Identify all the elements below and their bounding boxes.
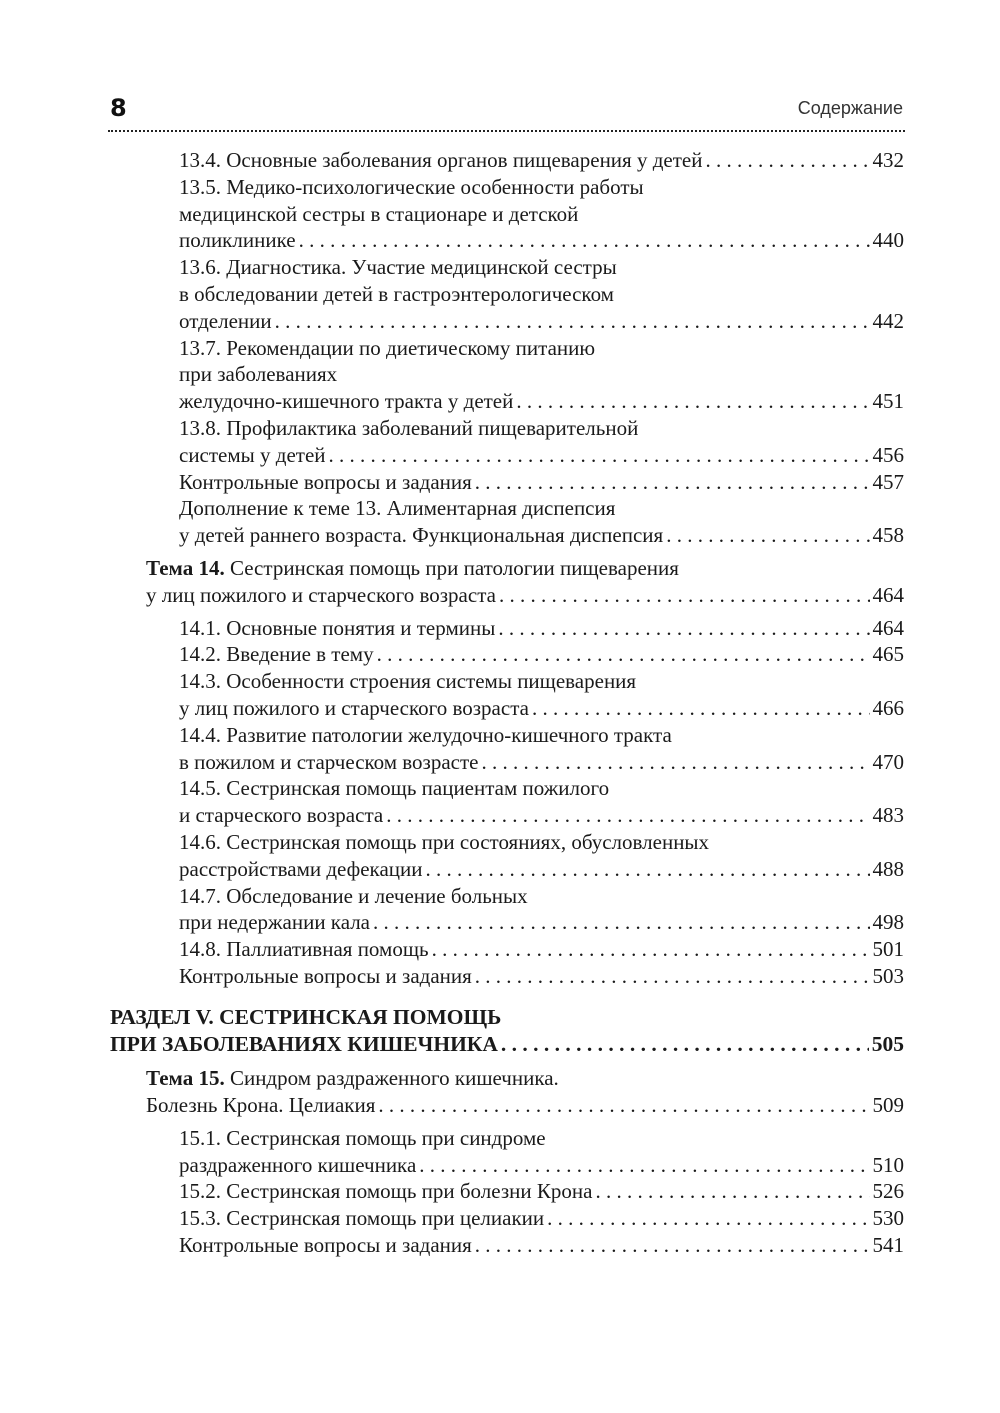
dot-leader — [516, 388, 869, 415]
dot-leader — [482, 749, 870, 776]
toc-entry-text: Дополнение к теме 13. Алиментарная диспепсия — [179, 496, 616, 521]
toc-entry-sub — [179, 335, 904, 415]
dot-leader — [666, 522, 869, 549]
toc-entry-sub — [179, 883, 904, 937]
toc-entry-line — [179, 829, 904, 856]
toc-entry-line — [179, 775, 904, 802]
toc-entry-leader-line — [179, 749, 904, 776]
dot-leader — [501, 1031, 869, 1058]
toc-entry-text: 14.4. Развитие патологии желудочно-кишечного тракта — [179, 722, 672, 747]
toc-entry-topic — [146, 555, 904, 609]
toc-entry-text: медицинской сестры в стационаре и детской — [179, 201, 579, 226]
toc-entry-title: у лиц пожилого и старческого возраста — [179, 695, 529, 720]
toc-page-number: 451 — [872, 389, 904, 414]
toc-entry-sub — [179, 641, 904, 668]
toc-entry-text: РАЗДЕЛ V. СЕСТРИНСКАЯ ПОМОЩЬ — [110, 1004, 502, 1029]
toc-entry-line — [179, 335, 904, 362]
toc-entry-line — [179, 415, 904, 442]
toc-entry-topic — [146, 1065, 904, 1119]
toc-entry-leader-line — [179, 442, 904, 469]
toc-page-number: 458 — [872, 523, 904, 548]
toc-entry-line — [179, 174, 904, 201]
spacer — [0, 990, 1000, 1004]
toc-entry-title: 13.4. Основные заболевания органов пищеварения у детей — [179, 148, 703, 172]
dot-leader — [595, 1178, 869, 1205]
toc-entry-title: 15.3. Сестринская помощь при целиакии — [179, 1206, 545, 1231]
toc-page-number: 456 — [872, 442, 904, 467]
toc-entry-title: и старческого возраста — [179, 803, 384, 828]
toc-entry-line — [179, 883, 904, 910]
toc-entry-text: 13.7. Рекомендации по диетическому питанию — [179, 335, 596, 360]
toc-entry-sub — [179, 1125, 904, 1179]
toc-page-number: 488 — [872, 856, 904, 881]
toc-entry-title: 14.1. Основные понятия и термины — [179, 615, 496, 640]
toc-entry-line — [146, 555, 904, 582]
dot-leader — [329, 442, 870, 469]
dot-leader — [475, 469, 870, 496]
toc-entry-line — [179, 495, 904, 522]
toc-entry-sub — [179, 1232, 904, 1259]
toc-entry-sub — [179, 668, 904, 722]
toc-entry-sub — [179, 469, 904, 496]
toc-entry-line — [110, 1004, 904, 1031]
toc-entry-leader-line — [179, 1152, 904, 1179]
toc-page-number: 505 — [871, 1031, 904, 1056]
toc-entry-title: желудочно-кишечного тракта у детей — [179, 389, 514, 414]
toc-entry-leader-line — [179, 856, 904, 883]
toc-entry-text: Сестринская помощь при патологии пищеварения — [224, 555, 679, 580]
toc-entry-text: 13.5. Медико-психологические особенности работы — [179, 174, 644, 199]
page-number: 8 — [110, 94, 127, 122]
toc-page-number: 470 — [872, 749, 904, 774]
toc-entry-sub — [179, 829, 904, 883]
toc-entry-leader-line — [179, 615, 904, 642]
spacer — [0, 1057, 1000, 1065]
toc-entry-leader-line — [179, 1178, 904, 1205]
dot-leader — [432, 936, 870, 963]
page-header — [108, 92, 905, 132]
dot-leader — [475, 1232, 870, 1259]
toc-entry-sub — [179, 775, 904, 829]
toc-page-number: 457 — [872, 469, 904, 494]
toc-entry-leader-line — [146, 1092, 904, 1119]
toc-entry-text: 14.7. Обследование и лечение больных — [179, 883, 528, 908]
toc-entry-text: при заболеваниях — [179, 362, 338, 387]
toc-entry-sub — [179, 147, 904, 174]
toc-entry-title: Контрольные вопросы и задания — [179, 963, 472, 988]
dot-leader — [373, 909, 870, 936]
toc-page-number: 464 — [872, 615, 904, 640]
dot-leader — [378, 1092, 869, 1119]
dot-leader — [475, 963, 870, 990]
toc-entry-sub — [179, 1178, 904, 1205]
toc-entry-title: раздраженного кишечника — [179, 1152, 417, 1177]
dot-leader — [499, 582, 870, 609]
toc-entry-leader-line — [179, 695, 904, 722]
toc-page-number: 498 — [872, 910, 904, 935]
toc-page-number: 526 — [872, 1179, 904, 1204]
toc-entry-title: 14.8. Паллиативная помощь — [179, 937, 429, 962]
toc-entry-section — [110, 1004, 904, 1058]
toc-page-number: 501 — [872, 937, 904, 962]
toc-entry-line — [179, 254, 904, 281]
toc-page-number: 510 — [872, 1152, 904, 1177]
topic-label: Тема 14. — [146, 555, 225, 580]
toc-entry-sub — [179, 722, 904, 776]
dot-leader — [425, 856, 869, 883]
dot-leader — [299, 227, 870, 254]
toc-entry-text: в обследовании детей в гастроэнтерологическом — [179, 281, 614, 306]
toc-page-number: 509 — [872, 1093, 904, 1118]
toc-entry-title: системы у детей — [179, 442, 326, 467]
toc-entry-text: 13.8. Профилактика заболеваний пищеварительной — [179, 415, 639, 440]
toc-entry-leader-line — [179, 522, 904, 549]
toc-entry-leader-line — [179, 469, 904, 496]
dot-leader — [547, 1205, 869, 1232]
toc-entry-title: у лиц пожилого и старческого возраста — [146, 582, 496, 607]
toc-entry-title: отделении — [179, 308, 272, 333]
toc-page-number: 440 — [872, 228, 904, 253]
toc-entry-sub — [179, 963, 904, 990]
toc-entry-leader-line — [146, 582, 904, 609]
toc-page-number: 464 — [872, 582, 904, 607]
toc-entry-leader-line — [179, 909, 904, 936]
toc-entry-line — [179, 1125, 904, 1152]
toc-entry-title: поликлинике — [179, 228, 296, 253]
toc-entry-title: Болезнь Крона. Целиакия — [146, 1093, 376, 1118]
toc-entry-leader-line — [179, 802, 904, 829]
toc-entry-leader-line — [179, 936, 904, 963]
toc-entry-leader-line — [179, 1232, 904, 1259]
topic-label: Тема 15. — [146, 1066, 225, 1091]
toc-entry-leader-line — [179, 641, 904, 668]
toc-entry-line — [179, 201, 904, 228]
toc-entry-sub — [179, 254, 904, 334]
toc-entry-title: Контрольные вопросы и задания — [179, 469, 472, 494]
toc-entry-text: Синдром раздраженного кишечника. — [224, 1066, 559, 1091]
toc-entry-leader-line — [179, 308, 904, 335]
toc-entry-text: 14.3. Особенности строения системы пищеварения — [179, 669, 637, 694]
toc-page-number: 483 — [872, 803, 904, 828]
dot-leader — [377, 641, 870, 668]
toc-entry-sub — [179, 495, 904, 549]
dot-leader — [498, 615, 869, 642]
toc-entry-line — [146, 1065, 904, 1092]
toc-entry-title: Контрольные вопросы и задания — [179, 1233, 472, 1258]
toc-entry-sub — [179, 415, 904, 469]
toc-page-number: 541 — [872, 1233, 904, 1258]
toc-page-number: 466 — [872, 695, 904, 720]
dot-leader — [705, 147, 869, 174]
toc-entry-line — [179, 281, 904, 308]
toc-entry-sub — [179, 615, 904, 642]
toc-page-number: 442 — [872, 308, 904, 333]
toc-entry-sub — [179, 936, 904, 963]
toc-page-number: 530 — [872, 1206, 904, 1231]
toc-entry-text: 14.6. Сестринская помощь при состояниях, обусловленных — [179, 829, 710, 854]
toc-entry-text: 14.5. Сестринская помощь пациентам пожилого — [179, 776, 610, 801]
toc-entry-line — [179, 668, 904, 695]
toc-entry-leader-line — [179, 147, 904, 174]
toc-entry-leader-line — [179, 227, 904, 254]
dot-leader — [532, 695, 870, 722]
toc-entry-leader-line — [179, 1205, 904, 1232]
toc-entry-leader-line — [110, 1031, 904, 1058]
toc-entry-title: в пожилом и старческом возрасте — [179, 749, 479, 774]
toc-entry-text: 15.1. Сестринская помощь при синдроме — [179, 1125, 546, 1150]
toc-entry-title: расстройствами дефекации — [179, 856, 423, 881]
toc-page-number: 503 — [872, 963, 904, 988]
toc-entry-line — [179, 361, 904, 388]
toc-entry-text: 13.6. Диагностика. Участие медицинской сестры — [179, 255, 617, 280]
table-of-contents — [0, 147, 1000, 1259]
toc-entry-title: ПРИ ЗАБОЛЕВАНИЯХ КИШЕЧНИКА — [110, 1031, 498, 1056]
running-title: Содержание — [797, 98, 903, 118]
toc-page-number: 432 — [872, 148, 904, 172]
toc-entry-title: у детей раннего возраста. Функциональная диспепсия — [179, 523, 664, 548]
toc-entry-sub — [179, 174, 904, 254]
toc-entry-leader-line — [179, 388, 904, 415]
toc-entry-line — [179, 722, 904, 749]
toc-entry-title: 14.2. Введение в тему — [179, 642, 374, 667]
dot-leader — [419, 1152, 869, 1179]
toc-entry-sub — [179, 1205, 904, 1232]
dot-leader — [275, 308, 870, 335]
toc-entry-title: при недержании кала — [179, 910, 370, 935]
dot-leader — [386, 802, 869, 829]
toc-entry-leader-line — [179, 963, 904, 990]
toc-entry-title: 15.2. Сестринская помощь при болезни Крона — [179, 1179, 593, 1204]
toc-page-number: 465 — [872, 642, 904, 667]
